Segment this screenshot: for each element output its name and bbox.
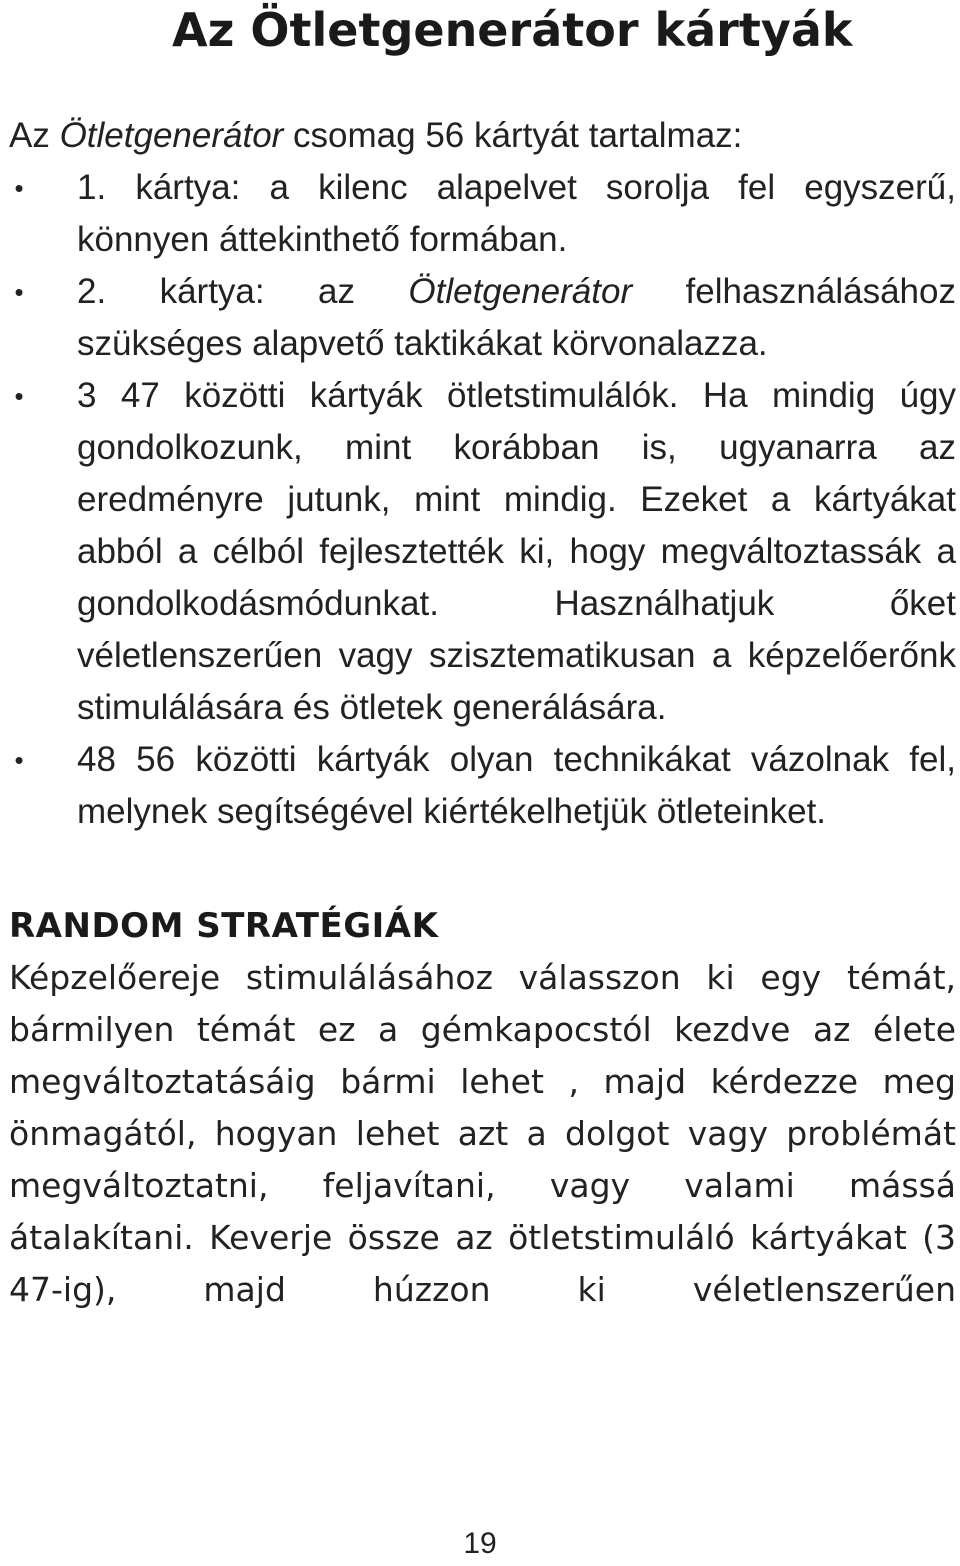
intro-suffix: csomag 56 kártyát tartalmaz: — [283, 116, 743, 155]
list-item — [9, 266, 956, 370]
bullet-icon: • — [14, 173, 24, 203]
intro-prefix: Az — [9, 116, 60, 155]
list-item-text: 1. kártya: a kilenc alapelvet sorolja fel egyszerű, könnyen áttekinthető formában. — [77, 168, 956, 259]
bullet-icon: • — [14, 277, 24, 307]
section-heading: RANDOM STRATÉGIÁK — [9, 906, 439, 946]
intro-paragraph — [9, 110, 956, 162]
list-item — [9, 734, 956, 838]
list-item-prefix: 2. kártya: az — [77, 272, 409, 311]
bullet-icon: • — [14, 745, 24, 775]
intro-emphasis: Ötletgenerátor — [59, 116, 284, 155]
section-body: Képzelőereje stimulálásához válasszon ki egy témát, bármilyen témát ez a gémkapocstól kezdve az élete megváltoztatásáig bármi lehet , majd kérdezze meg önmagától, hogyan lehet azt a dolgot vagy problémát megváltoztatni, feljavítani, vagy valami mássá átalakítani. Keverje össze az ötletstimuláló kártyákat (3 47-ig), majd húzzon ki véletlenszerűen — [9, 958, 956, 1309]
card-list — [9, 162, 956, 838]
list-item-text: 48 56 közötti kártyák olyan technikákat vázolnak fel, melynek segítségével kiértékelhetjük ötleteinket. — [77, 740, 956, 831]
bullet-icon: • — [14, 381, 24, 411]
page-number: 19 — [463, 1527, 497, 1560]
list-item — [9, 370, 956, 734]
list-item — [9, 162, 956, 266]
page-content — [9, 110, 956, 1316]
list-item-text: 3 47 közötti kártyák ötletstimulálók. Ha mindig úgy gondolkozunk, mint korábban is, ugyanarra az eredményre jutunk, mint mindig. Ezeket a kártyákat abból a célból fejlesztették ki, hogy megváltoztassák a gondolkodásmódunkat. Használhatjuk őket véletlenszerűen vagy szisztematikusan a képzelőerőnk stimulálására és ötletek generálására. — [77, 376, 956, 727]
list-item-suffix: felhasználásához szükséges alapvető taktikákat körvonalazza. — [77, 272, 956, 363]
page-title: Az Ötletgenerátor kártyák — [172, 3, 853, 57]
list-item-emphasis: Ötletgenerátor — [408, 272, 633, 311]
